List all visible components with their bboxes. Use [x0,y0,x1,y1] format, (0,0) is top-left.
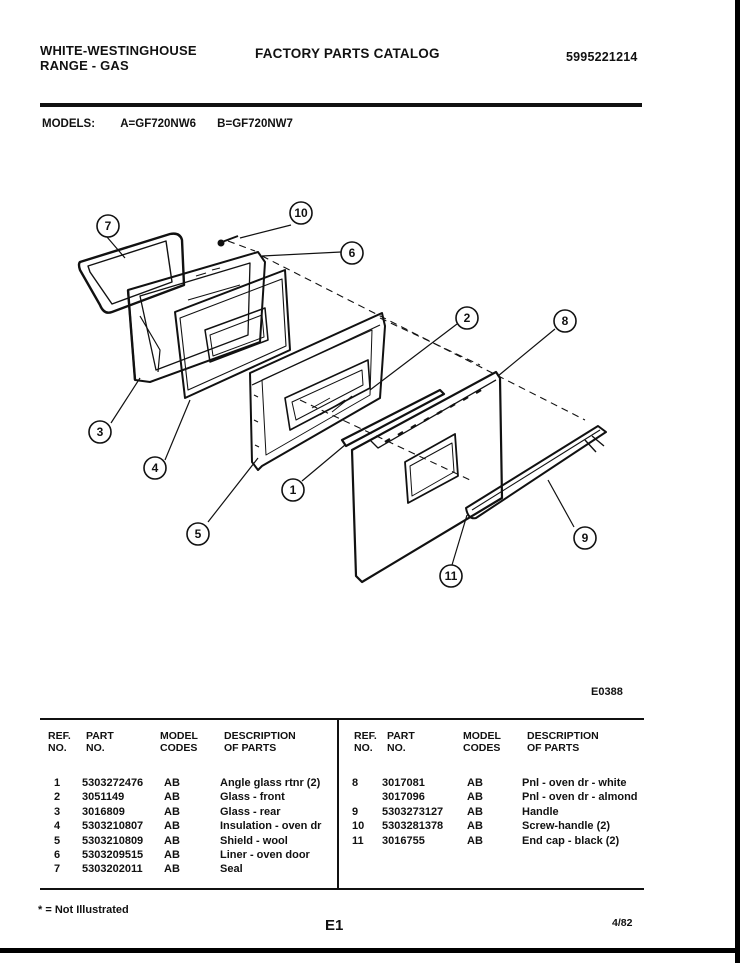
header-model-line2: CODES [160,742,198,754]
handle-part [466,426,606,518]
header-part-right-line1: PART [387,730,415,742]
header-part-right-line2: NO. [387,742,406,754]
header-part-line2: NO. [86,742,105,754]
callout-label-2: 2 [463,311,471,325]
cell-part: 5303210809 [82,834,144,847]
cell-desc: Angle glass rtnr (2) [220,777,321,789]
header-ref-line2: NO. [48,742,67,754]
door-liner-part [250,313,385,470]
cell-part: 5303272476 [82,777,144,789]
brand-line-1: WHITE-WESTINGHOUSE [40,43,197,58]
cell-part: 5303209515 [82,848,144,861]
page-edge-bottom [0,948,740,953]
header-rule [40,103,642,107]
header-ref [48,730,71,754]
rear-frame-part [128,252,265,382]
cell-model: AB [164,863,180,876]
header-model-right [463,730,501,754]
model-b: B=GF720NW7 [217,118,293,130]
header-ref-right-line1: REF. [354,730,377,742]
header-ref-right-line2: NO. [354,742,373,754]
cell-model: AB [164,834,180,847]
cell-desc: Pnl - oven dr - almond [522,791,638,804]
cell-desc: Insulation - oven dr [220,820,322,833]
callout-label-10: 10 [294,206,308,220]
models-label: MODELS: [42,118,96,130]
table-row [40,862,340,876]
header-model-right-line1: MODEL [463,730,501,742]
cell-model: AB [467,820,483,833]
cell-model: AB [164,848,180,861]
header-model-line1: MODEL [160,730,198,742]
cell-part: 3017081 [382,777,425,789]
callout-label-7: 7 [104,219,112,233]
cell-desc: Seal [220,863,243,876]
cell-model: AB [164,777,180,789]
cell-ref: 10 [352,820,365,833]
cell-desc: Glass - front [220,791,285,804]
callout-circles [89,202,596,587]
table-row [347,834,647,848]
alignment-dash-lines [228,241,585,480]
header-model [160,730,198,754]
header-part [86,730,114,754]
callout-label-11: 11 [444,569,458,583]
exploded-door-diagram [0,180,740,650]
header-ref-line1: REF. [48,730,71,742]
models-line [42,118,293,130]
page-id: E1 [325,917,344,934]
table-row [40,776,340,790]
table-row [40,790,340,804]
table-row [40,819,340,833]
table-row [40,805,340,819]
cell-part: 3017096 [382,791,425,804]
cell-desc: Glass - rear [220,805,281,818]
date-code: 4/82 [612,917,633,929]
parts-table-right [347,720,647,890]
table-row [347,805,647,819]
parts-table [40,718,644,890]
cell-part: 3051149 [82,791,125,804]
cell-ref: 2 [54,791,61,804]
callout-label-4: 4 [151,461,159,475]
cell-part: 5303281378 [382,820,444,833]
header-model-right-line2: CODES [463,742,501,754]
cell-part: 3016809 [82,805,125,818]
parts-rows-right [347,776,647,848]
diagram-code: E0388 [591,686,623,698]
seal-part [79,234,184,313]
cell-model: AB [164,820,180,833]
cell-desc: Shield - wool [220,834,288,847]
cell-ref: 5 [54,834,61,847]
parts-rows-left [40,776,340,877]
header-ref-right [354,730,377,754]
header-part-line1: PART [86,730,114,742]
header-desc-right [527,730,599,754]
callout-label-5: 5 [194,527,202,541]
cell-model: AB [467,834,483,847]
table-row [347,819,647,833]
cell-part: 3016755 [382,834,425,847]
brand-line-2: RANGE - GAS [40,58,129,73]
cell-ref: 7 [54,863,61,876]
cell-model: AB [467,805,483,818]
callout-label-3: 3 [96,425,104,439]
table-row [347,776,647,790]
cell-desc: Handle [522,805,559,818]
cell-model: AB [164,791,180,804]
table-row [40,848,340,862]
cell-model: AB [467,791,483,804]
cell-desc: Liner - oven door [220,848,310,861]
model-a: A=GF720NW6 [120,118,196,130]
header-desc-right-line1: DESCRIPTION [527,730,599,742]
callout-label-8: 8 [561,314,569,328]
cell-ref: 1 [54,777,61,789]
cell-model: AB [164,805,180,818]
callout-label-6: 6 [348,246,356,260]
cell-model: AB [467,777,483,789]
cell-ref: 9 [352,805,359,818]
header-desc-line1: DESCRIPTION [224,730,296,742]
cell-ref: 11 [352,834,364,847]
cell-desc: End cap - black (2) [522,834,620,847]
header-part-right [387,730,415,754]
insulation-part [175,270,290,398]
catalog-title: FACTORY PARTS CATALOG [255,46,440,61]
cell-part: 5303202011 [82,863,143,876]
table-row [40,834,340,848]
callout-label-1: 1 [289,483,297,497]
table-row [347,790,647,804]
not-illustrated-note: * = Not Illustrated [38,904,129,916]
callout-label-9: 9 [581,531,589,545]
cell-desc: Screw-handle (2) [522,820,611,833]
cell-ref: 8 [352,777,359,789]
cell-part: 5303210807 [82,820,144,833]
cell-desc: Pnl - oven dr - white [522,777,627,789]
header-desc-line2: OF PARTS [224,742,277,754]
header-desc [224,730,296,754]
header-desc-right-line2: OF PARTS [527,742,580,754]
brand-block [40,43,197,73]
cell-ref: 6 [54,848,61,861]
cell-ref: 3 [54,805,61,818]
cell-ref: 4 [54,820,61,833]
catalog-number: 5995221214 [566,50,638,64]
parts-table-left [40,720,340,890]
cell-part: 5303273127 [382,805,444,818]
